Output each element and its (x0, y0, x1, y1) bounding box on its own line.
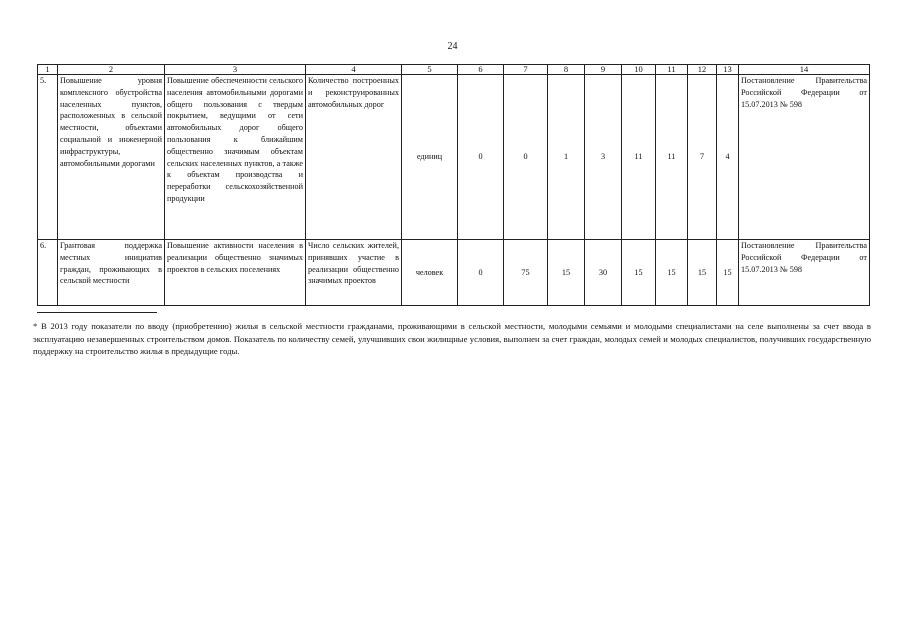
footnote: * В 2013 году показатели по вводу (приобретению) жилья в сельской местности гражданами, проживающими в сельской местности, молодыми семьями и молодыми специалистами на селе выполнены за счет ввода в эксплуатацию незавершенных строительством домов. Показатель по количеству семей, улучшивших свои жилищные условия, выполнен за счет граждан, молодых семей и молодых специалистов, получивших государственную поддержку на строительство жилья в предыдущие годы. (33, 321, 871, 356)
indicator-cell: Количество построенных и реконструированных автомобильных дорог (306, 75, 402, 240)
unit-cell: единиц (402, 75, 458, 240)
column-header: 4 (306, 65, 402, 75)
column-header: 8 (548, 65, 585, 75)
basis-cell: Постановление Правительства Российской Федерации от 15.07.2013 № 598 (739, 75, 870, 240)
column-header: 3 (165, 65, 306, 75)
column-header: 12 (688, 65, 717, 75)
value-cell: 15 (656, 240, 688, 306)
value-cell: 30 (585, 240, 622, 306)
row-number: 5. (38, 75, 58, 240)
basis-cell: Постановление Правительства Российской Федерации от 15.07.2013 № 598 (739, 240, 870, 306)
column-header: 2 (58, 65, 165, 75)
activity-cell: Повышение уровня комплексного обустройства населенных пунктов, расположенных в сельской местности, объектами социальной и инженерной инфраструктуры, автомобильными дорогами (58, 75, 165, 240)
value-cell: 15 (548, 240, 585, 306)
table-header-row (38, 65, 870, 75)
table-row (38, 75, 870, 240)
footnote-divider (37, 312, 157, 313)
column-header: 11 (656, 65, 688, 75)
value-cell: 0 (504, 75, 548, 240)
column-header: 5 (402, 65, 458, 75)
value-cell: 1 (548, 75, 585, 240)
indicators-table (37, 64, 870, 306)
goal-cell: Повышение обеспеченности сельского населения автомобильными дорогами общего пользования с твердым покрытием, ведущими от сети автомобильных дорог общего пользования к ближайшим общественно значимым объектам сельских населенных пунктов, а также к объектам производства и переработки сельскохозяйственной продукции (165, 75, 306, 240)
unit-cell: человек (402, 240, 458, 306)
column-header: 1 (38, 65, 58, 75)
value-cell: 3 (585, 75, 622, 240)
value-cell: 0 (458, 240, 504, 306)
value-cell: 0 (458, 75, 504, 240)
value-cell: 15 (622, 240, 656, 306)
value-cell: 75 (504, 240, 548, 306)
table-row (38, 240, 870, 306)
page-number: 24 (447, 41, 458, 52)
goal-cell: Повышение активности населения в реализации общественно значимых проектов в сельских поселениях (165, 240, 306, 306)
indicator-cell: Число сельских жителей, принявших участие в реализации общественно значимых проектов (306, 240, 402, 306)
value-cell: 11 (656, 75, 688, 240)
column-header: 13 (717, 65, 739, 75)
column-header: 14 (739, 65, 870, 75)
column-header: 9 (585, 65, 622, 75)
value-cell: 15 (688, 240, 717, 306)
value-cell: 4 (717, 75, 739, 240)
value-cell: 15 (717, 240, 739, 306)
value-cell: 11 (622, 75, 656, 240)
row-number: 6. (38, 240, 58, 306)
value-cell: 7 (688, 75, 717, 240)
column-header: 10 (622, 65, 656, 75)
activity-cell: Грантовая поддержка местных инициатив граждан, проживающих в сельской местности (58, 240, 165, 306)
column-header: 7 (504, 65, 548, 75)
column-header: 6 (458, 65, 504, 75)
